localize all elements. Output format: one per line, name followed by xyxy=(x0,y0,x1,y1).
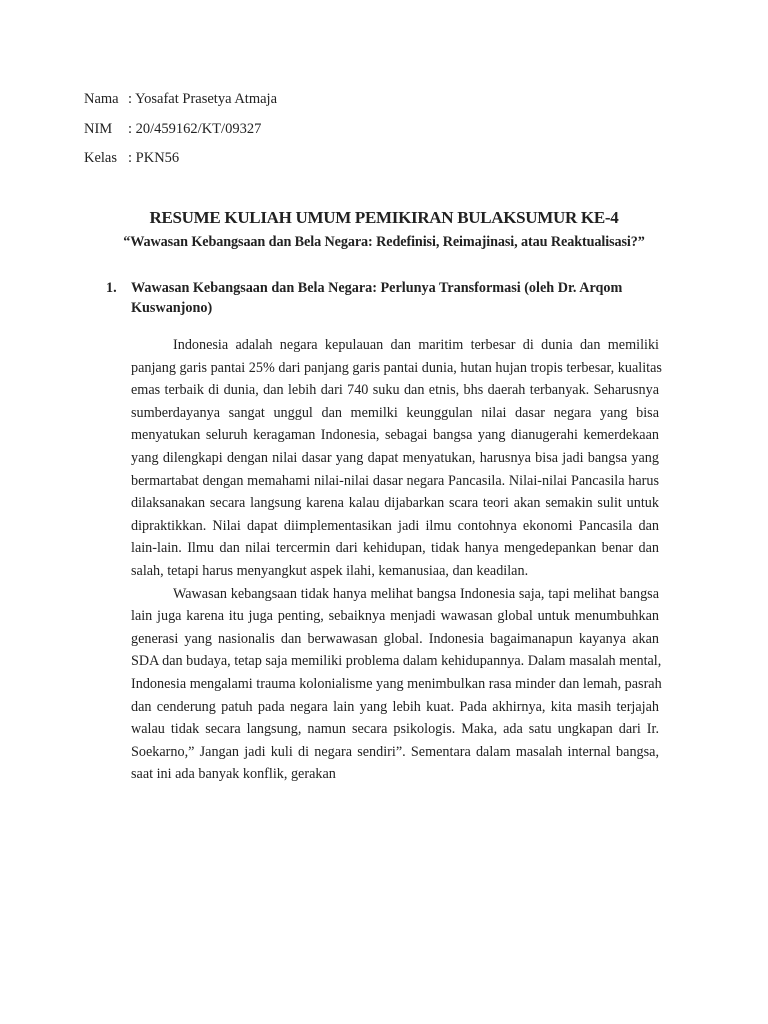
identity-row-nim xyxy=(84,118,484,148)
section-number: 1. xyxy=(106,280,117,296)
body-text xyxy=(131,334,662,786)
body-line: Indonesia adalah negara kepulauan dan maritim terbesar di dunia dan memiliki xyxy=(173,337,659,353)
body-line: Wawasan kebangsaan tidak hanya melihat bangsa Indonesia saja, tapi melihat bangsa xyxy=(173,585,659,602)
identity-row-name xyxy=(84,88,484,118)
body-line: Indonesia mengalami trauma kolonialisme yang menimbulkan rasa minder dan lemah, pasrah xyxy=(131,675,662,692)
body-line: walau tidak secara langsung, namun secara psikologis. Maka, ada satu ungkapan dari Ir. xyxy=(131,721,659,738)
body-line: lain-lain. Ilmu dan nilai tercermin dari kehidupan, tidak hanya mengedepankan benar dan xyxy=(131,540,659,557)
identity-label: NIM xyxy=(84,120,113,137)
document-subtitle: “Wawasan Kebangsaan dan Bela Negara: Redefinisi, Reimajinasi, atau Reaktualisasi?” xyxy=(123,234,645,250)
body-line: dilaksanakan secara langsung karena kalau dijabarkan scara teori akan semakin sulit untuk xyxy=(131,495,659,512)
identity-block xyxy=(84,88,484,177)
identity-row-class xyxy=(84,147,484,177)
body-line: SDA dan budaya, tetap saja memiliki problema dalam kehidupannya. Dalam masalah mental, xyxy=(131,653,662,670)
body-line: panjang garis pantai 25% dari panjang garis pantai dunia, hutan hujan tropis terbesar, kualitas xyxy=(131,359,662,376)
section-1 xyxy=(106,278,666,318)
identity-value: : Yosafat Prasetya Atmaja xyxy=(128,91,278,107)
body-line: dan cenderung patuh pada negara lain yang lebih kuat. Pada akhirnya, kita masih terjajah xyxy=(131,698,659,715)
section-heading xyxy=(106,278,666,318)
body-line: bermartabat dengan memahami nilai-nilai dasar negara Pancasila. Nilai-nilai Pancasila harus xyxy=(131,472,659,489)
body-line: generasi yang nasionalis dan berwawasan global. Indonesia bagaimanapun kayanya akan xyxy=(131,630,659,647)
body-line: salah, tetapi harus menyangkut aspek ilahi, kemanusiaa, dan keadilan. xyxy=(131,562,529,579)
identity-value: : PKN56 xyxy=(128,150,180,166)
identity-label: Nama xyxy=(84,91,119,107)
body-line: sumberdayanya sangat unggul dan memilki keunggulan nilai dasar negara yang bisa xyxy=(131,404,659,421)
body-line: yang dilengkapi dengan nilai dasar yang dapat menyatukan, harusnya bisa jadi bangsa yang xyxy=(131,449,659,466)
body-line: Soekarno,” Jangan jadi kuli di negara sendiri”. Sementara dalam masalah internal bangsa, xyxy=(131,743,659,760)
body-line: emas terbaik di dunia, dan lebih dari 740 suku dan etnis, bhs daerah terbanyak. Seharusnya xyxy=(131,382,659,399)
document-title: RESUME KULIAH UMUM PEMIKIRAN BULAKSUMUR KE-4 xyxy=(149,208,619,227)
body-line: saat ini ada banyak konflik, gerakan xyxy=(131,766,336,783)
body-line: lain juga karena itu juga penting, sebaiknya menjadi wawasan global untuk menumbuhkan xyxy=(131,608,659,625)
section-heading-text: Wawasan Kebangsaan dan Bela Negara: Perlunya Transformasi (oleh Dr. Arqom Kuswanjono) xyxy=(131,280,623,316)
identity-value: : 20/459162/KT/09327 xyxy=(128,120,262,137)
body-line: dipraktikkan. Nilai dapat diimplementasikan jadi ilmu contohnya ekonomi Pancasila dan xyxy=(131,517,659,534)
identity-label: Kelas xyxy=(84,150,118,166)
body-line: menyatukan seluruh keragaman Indonesia, sebagai bangsa yang dianugerahi kemerdekaan xyxy=(131,427,659,444)
